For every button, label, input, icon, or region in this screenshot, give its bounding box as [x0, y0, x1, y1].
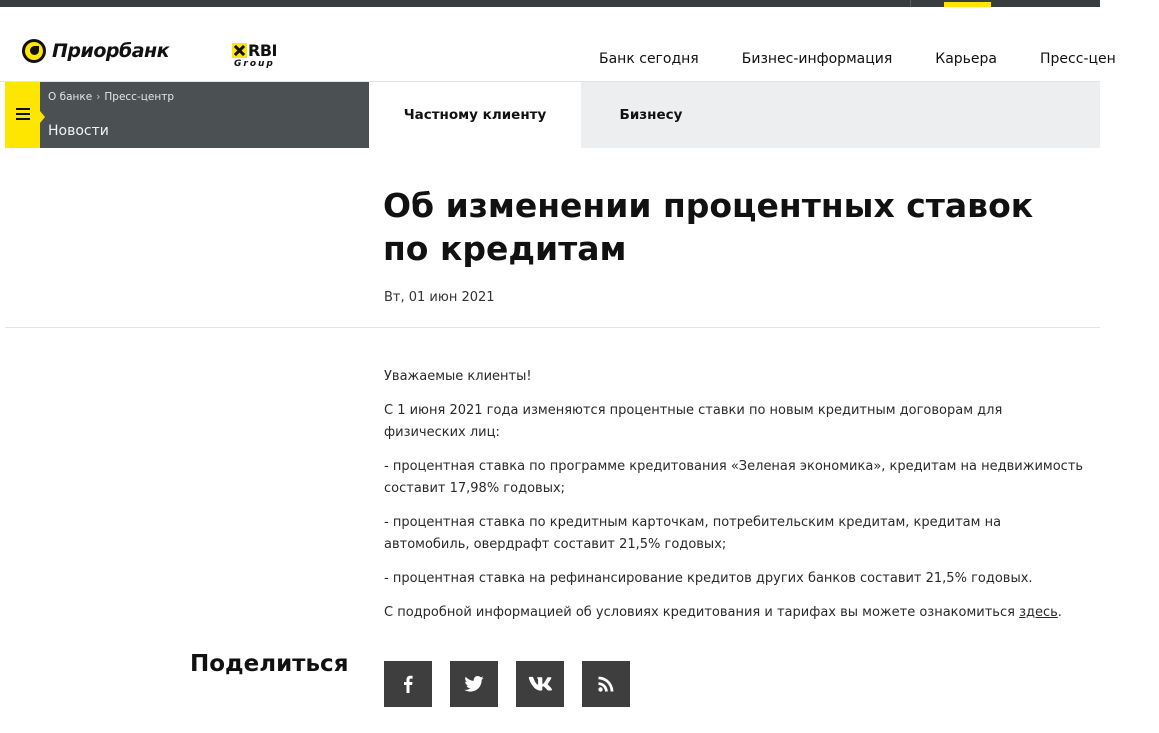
article-date: Вт, 01 июн 2021 [384, 290, 495, 305]
hamburger-icon [16, 108, 30, 120]
details-text: С подробной информацией об условиях кредитования и тарифах вы можете ознакомиться [384, 605, 1020, 620]
breadcrumb-bar [5, 82, 369, 148]
vk-icon [528, 677, 552, 691]
paragraph-details [384, 602, 1084, 624]
audience-tabs [369, 82, 1100, 148]
content-divider [5, 327, 1100, 328]
details-link[interactable]: здесь [1019, 605, 1058, 620]
nav-item-business-info[interactable]: Бизнес-информация [741, 51, 893, 67]
twitter-icon [464, 676, 484, 692]
logo-text: Приорбанк [52, 40, 170, 62]
paragraph-rate-green: - процентная ставка по программе кредитования «Зеленая экономика», кредитам на недвижимость составит 17,98% годовых; [384, 459, 1084, 496]
article-title: Об изменении процентных ставок по кредитам [383, 186, 1034, 268]
priorbank-logo-icon [22, 39, 46, 63]
rbi-x-icon [232, 43, 247, 58]
breadcrumb [48, 91, 174, 103]
top-bar [0, 0, 1100, 7]
paragraph-rate-cards: - процентная ставка по кредитным карточкам, потребительским кредитам, кредитам на автомобиль, овердрафт составит 21,5% годовых; [384, 515, 1002, 552]
nav-item-press-center[interactable]: Пресс-цен [1040, 51, 1116, 67]
paragraph-rate-refinance: - процентная ставка на рефинансирование кредитов других банков составит 21,5% годовых. [384, 571, 1033, 586]
paragraph-intro: С 1 июня 2021 года изменяются процентные ставки по новым кредитным договорам для физических лиц: [384, 403, 1003, 440]
breadcrumb-item-about-bank[interactable]: О банке [48, 91, 93, 103]
share-vk-button[interactable] [516, 661, 564, 707]
main-nav [599, 51, 1159, 67]
share-buttons [384, 661, 648, 707]
share-rss-button[interactable] [582, 661, 630, 707]
nav-item-careers[interactable]: Карьера [935, 51, 998, 67]
rbi-group-logo [232, 42, 284, 72]
breadcrumb-item-press-center[interactable]: Пресс-центр [104, 91, 174, 103]
share-label: Поделиться [190, 651, 349, 677]
site-header [0, 7, 1116, 82]
priorbank-logo[interactable] [22, 39, 169, 63]
paragraph-greeting: Уважаемые клиенты! [384, 369, 532, 384]
tab-private-client[interactable]: Частному клиенту [369, 82, 581, 148]
article-body [384, 366, 1084, 636]
nav-item-bank-today[interactable]: Банк сегодня [599, 51, 699, 67]
details-suffix: . [1057, 605, 1062, 620]
section-title: Новости [48, 123, 109, 139]
share-facebook-button[interactable] [384, 661, 432, 707]
rbi-logo-text: RBI [248, 41, 277, 60]
rbi-group-text: Group [234, 59, 275, 69]
share-twitter-button[interactable] [450, 661, 498, 707]
rss-icon [598, 676, 614, 692]
tab-business[interactable]: Бизнесу [619, 107, 683, 123]
menu-button[interactable] [5, 82, 40, 148]
menu-button-pointer [40, 111, 45, 123]
facebook-icon [403, 675, 413, 693]
breadcrumb-separator-icon: › [96, 91, 101, 103]
top-bar-divider [910, 0, 911, 7]
